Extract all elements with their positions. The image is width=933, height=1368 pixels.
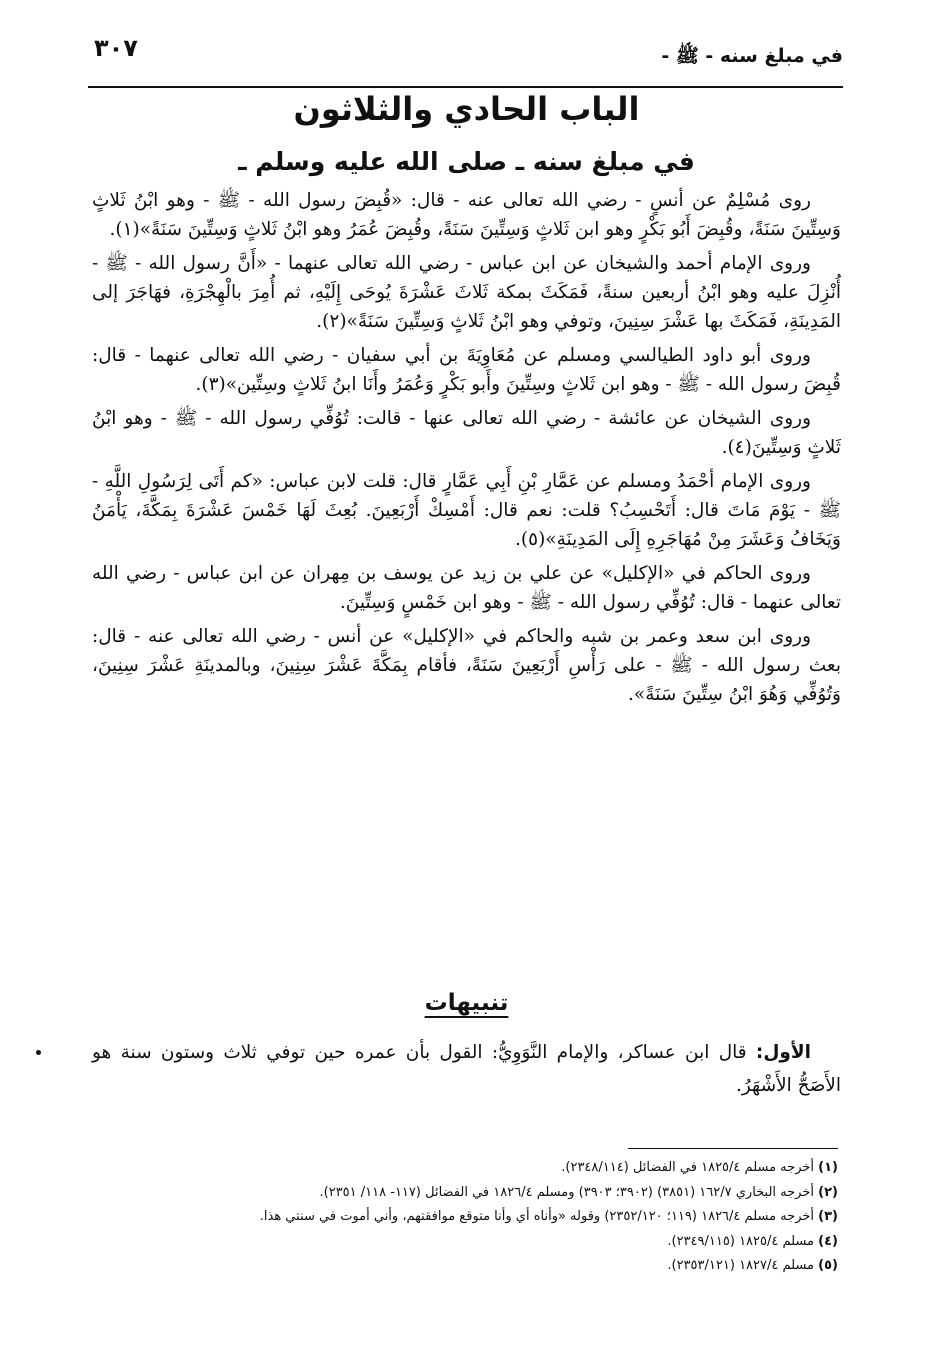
- footnote-number: (٥): [818, 1258, 838, 1273]
- footnote-item: [90, 1254, 838, 1279]
- paragraph-ammar: وروى الإمام أحْمَدُ ومسلم عن عَمَّارِ بْنِ أَبِي عَمَّارٍ قال: قلت لابن عباس: «كم أَتَى لِرَسُولِ اللَّهِ - ﷺ - يَوْمَ مَاتَ قال: أَتَحْسِبُ؟ قلت: نعم قال: أَمْسِكْ أَرْبَعِينَ. بُعِثَ لَهَا خَمْسَ عَشْرَةَ بِمَكَّةَ، يَأْمَنُ وَيَخَافُ وَعَشَرَ مِنْ مُهَاجَرِهِ إِلَى المَدِينَةِ»(٥).: [92, 471, 841, 550]
- footnote-item: [90, 1181, 838, 1206]
- notes-body: [92, 1036, 841, 1102]
- footnote-number: (٣): [818, 1209, 838, 1224]
- paragraph-aisha: وروى الشيخان عن عائشة - رضي الله تعالى عنها - قالت: تُوُفِّي رسول الله - ﷺ - وهو ابْنُ ثَلاثٍ وَسِتِّينَ(٤).: [92, 408, 841, 458]
- footnote-number: (٢): [818, 1184, 838, 1200]
- page-number: ٣٠٧: [94, 34, 138, 62]
- footnote-text: مسلم ١٨٢٧/٤ (٢٣٥٣/١٢١).: [667, 1258, 815, 1273]
- note-first-label: الأول:: [755, 1042, 811, 1063]
- paragraph-ibn-saad: وروى ابن سعد وعمر بن شبه والحاكم في «الإكليل» عن أنس - رضي الله تعالى عنه - قال: بعث رسول الله - ﷺ - على رَأْسِ أَرْبَعِينَ سَنَةً، فأقام بِمَكَّةَ عَشْرَ سِنِينَ، وبالمدينَةِ عَشْرَ سِنِينَ، وَتُوُفِّي وَهُوَ ابْنُ سِتِّينَ سَنَةً».: [92, 626, 841, 705]
- paragraph-ahmad-ibn-abbas: وروى الإمام أحمد والشيخان عن ابن عباس - رضي الله تعالى عنهما - «أَنَّ رسول الله - ﷺ - أُنْزِلَ عليه وهو ابْنُ أربعين سنةً، فَمَكَثَ بمكة ثَلاثَ عَشْرَةَ يُوحَى إِلَيْهِ، ثم أُمِرَ بالْهِجْرَةِ، فهَاجَرَ إلى المَدِينَةِ، فَمَكَثَ بها عَشْرَ سِنِينَ، وتوفي وهو ابْنُ ثَلاثٍ وَسِتِّينَ سَنَةً»(٢).: [92, 253, 841, 332]
- chapter-title: الباب الحادي والثلاثون: [293, 90, 640, 128]
- footnote-number: (١): [818, 1160, 838, 1175]
- chapter-subtitle: في مبلغ سنه ـ صلى الله عليه وسلم ـ: [238, 147, 695, 176]
- note-first: [92, 1036, 841, 1102]
- paragraph-hakim-iklil: وروى الحاكم في «الإكليل» عن علي بن زيد عن يوسف بن مِهران عن ابن عباس - رضي الله تعالى عنهما - قال: تُوُفِّي رسول الله - ﷺ - وهو ابن خَمْسٍ وَسِتِّينَ.: [92, 563, 841, 613]
- running-header: [88, 30, 843, 88]
- footnote-text: أخرجه البخاري ١٦٢/٧ (٣٨٥١) (٣٩٠٢؛ ٣٩٠٣) ومسلم ١٨٢٦/٤ في الفضائل (١١٧- ١١٨/ ٢٣٥١).: [319, 1184, 815, 1200]
- footnote-text: مسلم ١٨٢٥/٤ (٢٣٤٩/١١٥).: [667, 1233, 815, 1249]
- paragraph-tayalisi-muawiya: وروى أبو داود الطيالسي ومسلم عن مُعَاوِيَةَ بن أبي سفيان - رضي الله تعالى عنهما - قال: قُبِضَ رسول الله - ﷺ - وهو ابن ثَلاثٍ وسِتِّينَ وأَبو بَكْرٍ وَعُمَرُ وأَنَا ابنُ ثَلاثٍ وسِتِّين»(٣).: [92, 345, 841, 395]
- footnote-item: [90, 1156, 838, 1181]
- paragraph-muslim-anas: روى مُسْلِمٌ عن أنسٍ - رضي الله تعالى عنه - قال: «قُبِضَ رسول الله - ﷺ - وهو ابْنُ ثَلاثٍ وَسِتِّينَ سَنَةً، وقُبِضَ أَبُو بَكْرٍ وهو ابن ثَلاثٍ وَسِتِّينَ سَنَةً، وقُبِضَ عُمَرُ وهو ابْنُ ثَلاثٍ وَسِتِّينَ سَنَةً»(١).: [92, 190, 841, 240]
- footnote-item: [90, 1230, 838, 1255]
- body-text: [92, 186, 841, 714]
- footnote-text: أخرجه مسلم ١٨٢٥/٤ في الفضائل (٢٣٤٨/١١٤).: [561, 1160, 815, 1175]
- margin-dot: [36, 1050, 41, 1055]
- footnote-number: (٤): [818, 1233, 838, 1249]
- footnotes: [90, 1156, 838, 1279]
- notes-heading: تنبيهات: [424, 990, 509, 1016]
- footnote-text: أخرجه مسلم ١٨٢٦/٤ (١١٩؛ ٢٣٥٢/١٢٠) وقوله «وأناه أي وأنا متوقع موافقتهم، وأني أموت في سنتي هذا.: [259, 1209, 815, 1224]
- footnote-item: [90, 1205, 838, 1230]
- running-title: في مبلغ سنه - ﷺ -: [661, 45, 843, 67]
- footnote-divider: [628, 1148, 838, 1149]
- note-first-text: قال ابن عساكر، والإمام النَّوَوِيُّ: القول بأن عمره حين توفي ثلاث وستون سنة هو الأَصَحُّ الأَشْهَرُ.: [92, 1042, 841, 1096]
